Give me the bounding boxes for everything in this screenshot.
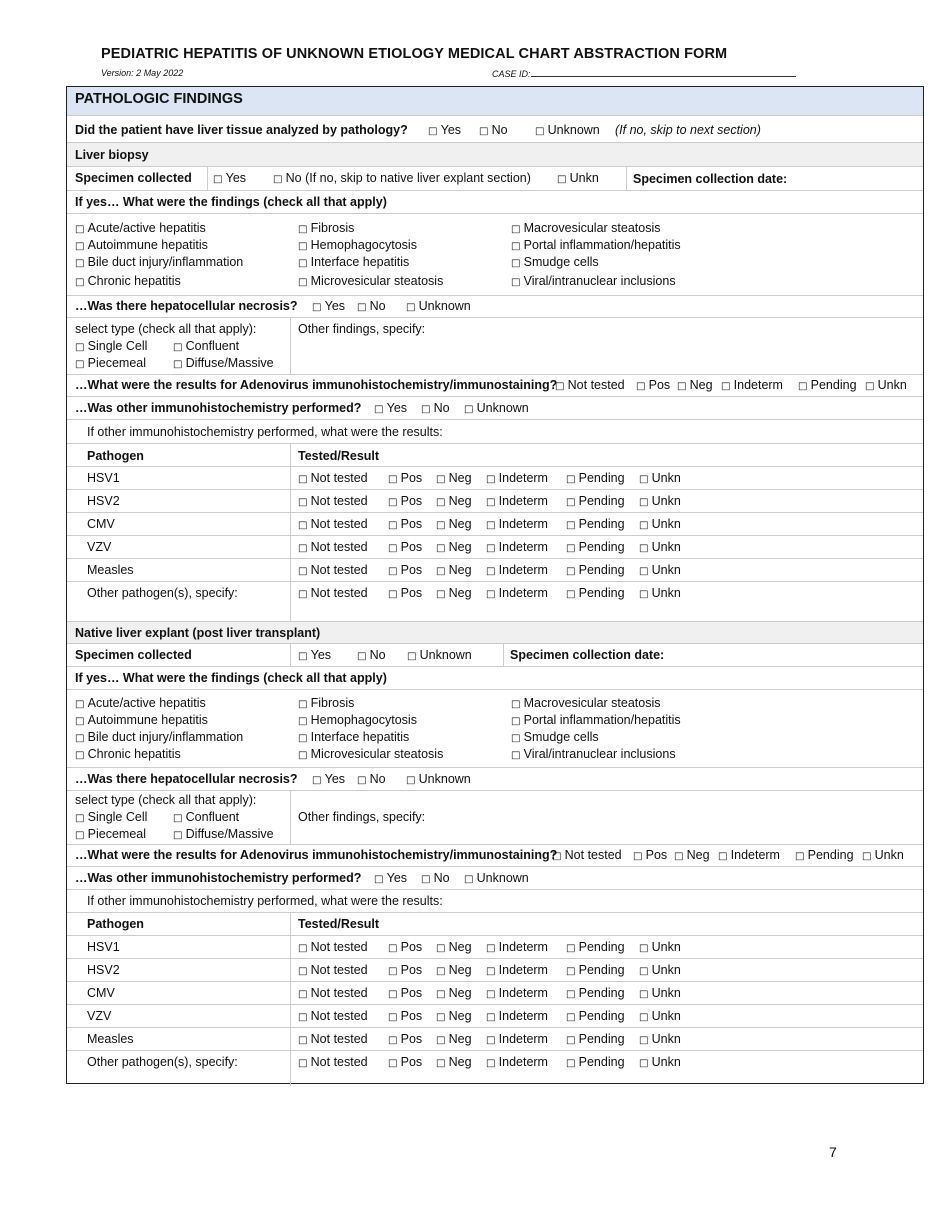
pathogen-result-checkbox[interactable]: □ Pending <box>566 517 625 531</box>
explant-specimen-label: Specimen collected <box>75 648 192 662</box>
pathogen-result-checkbox[interactable]: □ Indeterm <box>486 471 548 485</box>
biopsy-adeno-checkbox[interactable]: □ Pos <box>636 378 670 392</box>
pathogen-result-checkbox[interactable]: □ Neg <box>436 963 472 977</box>
biopsy-finding-checkbox[interactable]: □ Smudge cells <box>511 255 599 269</box>
pathogen-result-checkbox[interactable]: □ Pending <box>566 1032 625 1046</box>
explant-select-type-label: select type (check all that apply): <box>75 793 257 807</box>
explant-finding-checkbox[interactable]: □ Smudge cells <box>511 730 599 744</box>
explant-findings-grid <box>67 690 923 768</box>
pathogen-result-checkbox[interactable]: □ Pending <box>566 986 625 1000</box>
pathogen-result-checkbox[interactable]: □ Neg <box>436 563 472 577</box>
biopsy-other-ihc-label: …Was other immunohistochemistry performed? <box>75 401 362 415</box>
explant-finding-checkbox[interactable]: □ Viral/intranuclear inclusions <box>511 747 676 761</box>
explant-other-ihc-unknown-checkbox[interactable]: □ Unknown <box>464 871 529 885</box>
skip-note: (If no, skip to next section) <box>615 123 761 137</box>
biopsy-adeno-checkbox[interactable]: □ Unkn <box>865 378 907 392</box>
biopsy-other-ihc-row <box>67 397 923 420</box>
pathogen-result-checkbox[interactable]: □ Indeterm <box>486 494 548 508</box>
pathogen-result-checkbox[interactable]: □ Not tested <box>298 1009 368 1023</box>
pathogen-result-checkbox[interactable]: □ Pos <box>388 494 422 508</box>
pathogen-result-checkbox[interactable]: □ Not tested <box>298 586 368 600</box>
pathogen-result-checkbox[interactable]: □ Not tested <box>298 986 368 1000</box>
liver-tissue-unknown-checkbox[interactable]: □ Unknown <box>535 123 600 137</box>
pathogen-result-checkbox[interactable]: □ Pos <box>388 940 422 954</box>
explant-finding-checkbox[interactable]: □ Chronic hepatitis <box>75 747 181 761</box>
pathogen-result-checkbox[interactable]: □ Not tested <box>298 563 368 577</box>
pathogen-result-checkbox[interactable]: □ Pending <box>566 471 625 485</box>
pathogen-row <box>67 936 923 959</box>
biopsy-adeno-label: …What were the results for Adenovirus immunohistochemistry/immunostaining? <box>75 378 558 392</box>
biopsy-other-ihc-no-checkbox[interactable]: □ No <box>421 401 450 415</box>
explant-finding-checkbox[interactable]: □ Autoimmune hepatitis <box>75 713 208 727</box>
biopsy-if-other-label: If other immunohistochemistry performed, what were the results: <box>87 425 443 439</box>
biopsy-specimen-unkn-checkbox[interactable]: □ Unkn <box>557 171 599 185</box>
biopsy-specimen-label: Specimen collected <box>75 171 192 185</box>
pathogen-result-checkbox[interactable]: □ Indeterm <box>486 986 548 1000</box>
explant-necrosis-no-checkbox[interactable]: □ No <box>357 772 386 786</box>
biopsy-findings-grid <box>67 214 923 296</box>
pathogen-result-checkbox[interactable]: □ Unkn <box>639 963 681 977</box>
pathogen-result-checkbox[interactable]: □ Pending <box>566 1055 625 1069</box>
pathogen-result-checkbox[interactable]: □ Unkn <box>639 586 681 600</box>
explant-pathogen-header <box>67 913 923 936</box>
pathogen-result-checkbox[interactable]: □ Not tested <box>298 494 368 508</box>
biopsy-adeno-row <box>67 375 923 397</box>
biopsy-finding-checkbox[interactable]: □ Interface hepatitis <box>298 255 409 269</box>
case-id-field[interactable] <box>531 68 796 77</box>
pathogen-result-checkbox[interactable]: □ Not tested <box>298 1055 368 1069</box>
biopsy-necrosis-label: …Was there hepatocellular necrosis? <box>75 299 298 313</box>
explant-adeno-checkbox[interactable]: □ Not tested <box>552 848 622 862</box>
pathogen-result-checkbox[interactable]: □ Indeterm <box>486 940 548 954</box>
pathogen-result-checkbox[interactable]: □ Unkn <box>639 1055 681 1069</box>
biopsy-finding-checkbox[interactable]: □ Autoimmune hepatitis <box>75 238 208 252</box>
pathogen-row <box>67 1028 923 1051</box>
biopsy-finding-checkbox[interactable]: □ Portal inflammation/hepatitis <box>511 238 681 252</box>
biopsy-finding-checkbox[interactable]: □ Microvesicular steatosis <box>298 274 443 288</box>
pathogen-result-checkbox[interactable]: □ Neg <box>436 940 472 954</box>
biopsy-necrosis-type-checkbox[interactable]: □ Piecemeal <box>75 356 146 370</box>
pathogen-result-checkbox[interactable]: □ Pos <box>388 471 422 485</box>
pathogen-result-checkbox[interactable]: □ Not tested <box>298 940 368 954</box>
pathogen-result-checkbox[interactable]: □ Unkn <box>639 940 681 954</box>
explant-col-result: Tested/Result <box>298 917 380 931</box>
pathogen-name: Measles <box>87 1032 134 1046</box>
pathogen-result-checkbox[interactable]: □ Pending <box>566 940 625 954</box>
pathogen-result-checkbox[interactable]: □ Indeterm <box>486 1032 548 1046</box>
explant-date-label: Specimen collection date: <box>510 648 665 662</box>
pathogen-result-checkbox[interactable]: □ Pos <box>388 540 422 554</box>
pathogen-result-checkbox[interactable]: □ Indeterm <box>486 517 548 531</box>
biopsy-necrosis-type-checkbox[interactable]: □ Confluent <box>173 339 239 353</box>
pathogen-name: HSV1 <box>87 471 120 485</box>
explant-findings-label-row <box>67 667 923 690</box>
liver-tissue-label: Did the patient have liver tissue analyzed by pathology? <box>75 123 408 137</box>
explant-necrosis-type-checkbox[interactable]: □ Piecemeal <box>75 827 146 841</box>
explant-adeno-row <box>67 845 923 867</box>
pathogen-result-checkbox[interactable]: □ Unkn <box>639 1032 681 1046</box>
biopsy-col-pathogen: Pathogen <box>87 449 144 463</box>
pathogen-row <box>67 982 923 1005</box>
biopsy-specimen-no-checkbox[interactable]: □ No (If no, skip to native liver explant section) <box>273 171 531 185</box>
explant-heading-row <box>67 621 923 644</box>
pathogen-name: VZV <box>87 1009 112 1023</box>
biopsy-adeno-checkbox[interactable]: □ Not tested <box>555 378 625 392</box>
explant-adeno-checkbox[interactable]: □ Pos <box>633 848 667 862</box>
explant-necrosis-type-checkbox[interactable]: □ Confluent <box>173 810 239 824</box>
pathogen-name: CMV <box>87 517 115 531</box>
explant-necrosis-row <box>67 768 923 791</box>
liver-tissue-no-checkbox[interactable]: □ No <box>479 123 508 137</box>
explant-adeno-checkbox[interactable]: □ Indeterm <box>718 848 780 862</box>
explant-adeno-checkbox[interactable]: □ Unkn <box>862 848 904 862</box>
pathogen-result-checkbox[interactable]: □ Indeterm <box>486 563 548 577</box>
pathogen-result-checkbox[interactable]: □ Not tested <box>298 963 368 977</box>
biopsy-heading: Liver biopsy <box>75 148 149 162</box>
pathogen-result-checkbox[interactable]: □ Neg <box>436 471 472 485</box>
biopsy-specimen-yes-checkbox[interactable]: □ Yes <box>213 171 246 185</box>
biopsy-finding-checkbox[interactable]: □ Macrovesicular steatosis <box>511 221 661 235</box>
explant-finding-checkbox[interactable]: □ Macrovesicular steatosis <box>511 696 661 710</box>
pathogen-result-checkbox[interactable]: □ Pending <box>566 563 625 577</box>
explant-other-ihc-row <box>67 867 923 890</box>
form-title: PEDIATRIC HEPATITIS OF UNKNOWN ETIOLOGY MEDICAL CHART ABSTRACTION FORM <box>101 46 728 62</box>
biopsy-necrosis-type-checkbox[interactable]: □ Diffuse/Massive <box>173 356 274 370</box>
pathogen-result-checkbox[interactable]: □ Not tested <box>298 471 368 485</box>
pathogen-result-checkbox[interactable]: □ Pos <box>388 1055 422 1069</box>
case-id <box>492 68 796 79</box>
pathogen-result-checkbox[interactable]: □ Not tested <box>298 540 368 554</box>
explant-findings-label: If yes… What were the findings (check all that apply) <box>75 671 387 685</box>
explant-specimen-row <box>67 644 923 667</box>
explant-other-findings-label: Other findings, specify: <box>298 810 426 824</box>
biopsy-finding-checkbox[interactable]: □ Viral/intranuclear inclusions <box>511 274 676 288</box>
liver-tissue-yes-checkbox[interactable]: □ Yes <box>428 123 461 137</box>
pathogen-result-checkbox[interactable]: □ Neg <box>436 1055 472 1069</box>
biopsy-findings-label-row <box>67 191 923 214</box>
biopsy-specimen-row <box>67 167 923 191</box>
pathogen-result-checkbox[interactable]: □ Pending <box>566 963 625 977</box>
pathogen-result-checkbox[interactable]: □ Not tested <box>298 517 368 531</box>
biopsy-pathogen-header <box>67 444 923 467</box>
pathogen-row <box>67 1005 923 1028</box>
biopsy-adeno-checkbox[interactable]: □ Indeterm <box>721 378 783 392</box>
case-id-label: CASE ID: <box>492 69 531 79</box>
pathologic-findings-form <box>66 86 924 1084</box>
pathogen-row <box>67 536 923 559</box>
pathogen-result-checkbox[interactable]: □ Neg <box>436 494 472 508</box>
form-version: Version: 2 May 2022 <box>101 68 184 78</box>
biopsy-other-ihc-unknown-checkbox[interactable]: □ Unknown <box>464 401 529 415</box>
liver-tissue-question <box>67 116 923 143</box>
explant-specimen-yes-checkbox[interactable]: □ Yes <box>298 648 331 662</box>
pathogen-row <box>67 513 923 536</box>
pathogen-row <box>67 959 923 982</box>
biopsy-finding-checkbox[interactable]: □ Fibrosis <box>298 221 354 235</box>
explant-adeno-label: …What were the results for Adenovirus immunohistochemistry/immunostaining? <box>75 848 558 862</box>
pathogen-result-checkbox[interactable]: □ Unkn <box>639 986 681 1000</box>
pathogen-result-checkbox[interactable]: □ Unkn <box>639 540 681 554</box>
biopsy-necrosis-no-checkbox[interactable]: □ No <box>357 299 386 313</box>
biopsy-necrosis-type-checkbox[interactable]: □ Single Cell <box>75 339 147 353</box>
pathogen-result-checkbox[interactable]: □ Pending <box>566 494 625 508</box>
section-header <box>67 87 923 116</box>
explant-necrosis-type-row <box>67 791 923 845</box>
biopsy-heading-row <box>67 143 923 167</box>
pathogen-result-checkbox[interactable]: □ Indeterm <box>486 586 548 600</box>
biopsy-finding-checkbox[interactable]: □ Chronic hepatitis <box>75 274 181 288</box>
explant-other-ihc-yes-checkbox[interactable]: □ Yes <box>374 871 407 885</box>
biopsy-finding-checkbox[interactable]: □ Bile duct injury/inflammation <box>75 255 243 269</box>
pathogen-name: HSV1 <box>87 940 120 954</box>
pathogen-result-checkbox[interactable]: □ Neg <box>436 540 472 554</box>
pathogen-result-checkbox[interactable]: □ Unkn <box>639 494 681 508</box>
pathogen-result-checkbox[interactable]: □ Indeterm <box>486 1055 548 1069</box>
pathogen-result-checkbox[interactable]: □ Pos <box>388 986 422 1000</box>
explant-necrosis-unknown-checkbox[interactable]: □ Unknown <box>406 772 471 786</box>
pathogen-name: VZV <box>87 540 112 554</box>
explant-heading: Native liver explant (post liver transplant) <box>75 626 321 640</box>
biopsy-select-type-label: select type (check all that apply): <box>75 322 257 336</box>
pathogen-name: Other pathogen(s), specify: <box>87 586 238 600</box>
pathogen-result-checkbox[interactable]: □ Neg <box>436 517 472 531</box>
pathogen-result-checkbox[interactable]: □ Pos <box>388 1032 422 1046</box>
explant-finding-checkbox[interactable]: □ Hemophagocytosis <box>298 713 417 727</box>
pathogen-result-checkbox[interactable]: □ Pos <box>388 586 422 600</box>
biopsy-adeno-checkbox[interactable]: □ Neg <box>677 378 713 392</box>
explant-finding-checkbox[interactable]: □ Bile duct injury/inflammation <box>75 730 243 744</box>
explant-specimen-unknown-checkbox[interactable]: □ Unknown <box>407 648 472 662</box>
biopsy-necrosis-unknown-checkbox[interactable]: □ Unknown <box>406 299 471 313</box>
explant-specimen-no-checkbox[interactable]: □ No <box>357 648 386 662</box>
pathogen-result-checkbox[interactable]: □ Indeterm <box>486 963 548 977</box>
pathogen-name: HSV2 <box>87 963 120 977</box>
biopsy-date-label: Specimen collection date: <box>633 172 788 186</box>
explant-adeno-checkbox[interactable]: □ Neg <box>674 848 710 862</box>
pathogen-row <box>67 490 923 513</box>
biopsy-if-other-row <box>67 420 923 444</box>
pathogen-result-checkbox[interactable]: □ Pos <box>388 517 422 531</box>
pathogen-row <box>67 582 923 621</box>
explant-finding-checkbox[interactable]: □ Acute/active hepatitis <box>75 696 206 710</box>
pathogen-result-checkbox[interactable]: □ Unkn <box>639 517 681 531</box>
biopsy-adeno-checkbox[interactable]: □ Pending <box>798 378 857 392</box>
pathogen-name: CMV <box>87 986 115 1000</box>
pathogen-name: HSV2 <box>87 494 120 508</box>
biopsy-other-ihc-yes-checkbox[interactable]: □ Yes <box>374 401 407 415</box>
pathogen-result-checkbox[interactable]: □ Pending <box>566 540 625 554</box>
pathogen-result-checkbox[interactable]: □ Pos <box>388 963 422 977</box>
biopsy-col-result: Tested/Result <box>298 449 380 463</box>
pathogen-result-checkbox[interactable]: □ Neg <box>436 586 472 600</box>
biopsy-necrosis-type-row <box>67 318 923 375</box>
explant-necrosis-type-checkbox[interactable]: □ Diffuse/Massive <box>173 827 274 841</box>
pathogen-row <box>67 467 923 490</box>
explant-adeno-checkbox[interactable]: □ Pending <box>795 848 854 862</box>
explant-finding-checkbox[interactable]: □ Microvesicular steatosis <box>298 747 443 761</box>
pathogen-result-checkbox[interactable]: □ Neg <box>436 1032 472 1046</box>
pathogen-result-checkbox[interactable]: □ Indeterm <box>486 1009 548 1023</box>
explant-if-other-label: If other immunohistochemistry performed, what were the results: <box>87 894 443 908</box>
biopsy-necrosis-row <box>67 296 923 318</box>
page-number: 7 <box>829 1144 837 1160</box>
pathogen-result-checkbox[interactable]: □ Pos <box>388 563 422 577</box>
pathogen-result-checkbox[interactable]: □ Pending <box>566 1009 625 1023</box>
explant-if-other-row <box>67 890 923 913</box>
explant-other-ihc-label: …Was other immunohistochemistry performed? <box>75 871 362 885</box>
explant-finding-checkbox[interactable]: □ Portal inflammation/hepatitis <box>511 713 681 727</box>
pathogen-row <box>67 1051 923 1086</box>
pathogen-name: Other pathogen(s), specify: <box>87 1055 238 1069</box>
explant-other-ihc-no-checkbox[interactable]: □ No <box>421 871 450 885</box>
pathogen-result-checkbox[interactable]: □ Unkn <box>639 471 681 485</box>
pathogen-result-checkbox[interactable]: □ Neg <box>436 1009 472 1023</box>
biopsy-other-findings-label: Other findings, specify: <box>298 322 426 336</box>
explant-finding-checkbox[interactable]: □ Fibrosis <box>298 696 354 710</box>
pathogen-result-checkbox[interactable]: □ Unkn <box>639 563 681 577</box>
biopsy-necrosis-yes-checkbox[interactable]: □ Yes <box>312 299 345 313</box>
pathogen-result-checkbox[interactable]: □ Pending <box>566 586 625 600</box>
biopsy-finding-checkbox[interactable]: □ Hemophagocytosis <box>298 238 417 252</box>
explant-necrosis-label: …Was there hepatocellular necrosis? <box>75 772 298 786</box>
pathogen-result-checkbox[interactable]: □ Not tested <box>298 1032 368 1046</box>
pathogen-result-checkbox[interactable]: □ Pos <box>388 1009 422 1023</box>
explant-necrosis-type-checkbox[interactable]: □ Single Cell <box>75 810 147 824</box>
explant-finding-checkbox[interactable]: □ Interface hepatitis <box>298 730 409 744</box>
pathogen-name: Measles <box>87 563 134 577</box>
pathogen-row <box>67 559 923 582</box>
pathogen-result-checkbox[interactable]: □ Indeterm <box>486 540 548 554</box>
biopsy-findings-label: If yes… What were the findings (check all that apply) <box>75 195 387 209</box>
explant-col-pathogen: Pathogen <box>87 917 144 931</box>
biopsy-finding-checkbox[interactable]: □ Acute/active hepatitis <box>75 221 206 235</box>
pathogen-result-checkbox[interactable]: □ Neg <box>436 986 472 1000</box>
section-title: PATHOLOGIC FINDINGS <box>75 91 243 107</box>
explant-necrosis-yes-checkbox[interactable]: □ Yes <box>312 772 345 786</box>
pathogen-result-checkbox[interactable]: □ Unkn <box>639 1009 681 1023</box>
